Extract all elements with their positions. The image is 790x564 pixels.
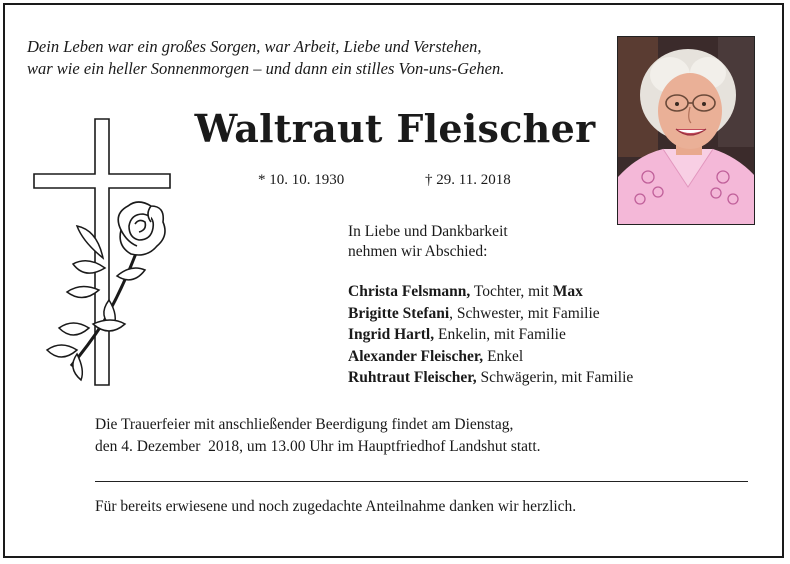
list-item <box>348 303 633 325</box>
mourner-name: Ingrid Hartl, <box>348 326 435 343</box>
mourner-relation: Schwägerin, mit Familie <box>476 369 634 386</box>
verse-line-1: Dein Leben war ein großes Sorgen, war Arbeit, Liebe und Verstehen, <box>27 37 482 56</box>
mourner-name: Alexander Fleischer, <box>348 347 484 365</box>
divider <box>95 481 748 482</box>
cross-with-rose-icon <box>33 118 173 392</box>
mourner-name: Ruhtraut Fleischer, <box>348 369 477 386</box>
death-date: † 29. 11. 2018 <box>425 172 511 188</box>
list-item <box>348 367 633 389</box>
verse-line-2: war wie ein heller Sonnenmorgen – und dann ein stilles Von-uns-Gehen. <box>27 59 505 78</box>
list-item <box>348 324 633 346</box>
mourner-relation: Tochter, mit <box>470 283 553 300</box>
farewell-text <box>348 222 508 262</box>
mourner-relation: Enkel <box>483 347 524 365</box>
funeral-line-1: Die Trauerfeier mit anschließender Beerdigung findet am Dienstag, <box>95 416 514 433</box>
deceased-name: Waltraut Fleischer <box>194 106 596 151</box>
memorial-verse <box>27 36 607 80</box>
mourner-name: Christa Felsmann, <box>348 283 471 300</box>
list-item <box>348 346 633 368</box>
funeral-line-2: den 4. Dezember 2018, um 13.00 Uhr im Hauptfriedhof Landshut statt. <box>95 438 541 455</box>
mourner-name: Brigitte Stefani <box>348 304 450 322</box>
mourner-relation: Enkelin, mit Familie <box>434 326 566 343</box>
mourner-relation: , Schwester, mit Familie <box>449 304 600 322</box>
mourners-list <box>348 281 633 389</box>
thanks-text: Für bereits erwiesene und noch zugedachte Anteilnahme danken wir herzlich. <box>95 498 577 515</box>
funeral-announcement <box>95 414 541 458</box>
birth-date: * 10. 10. 1930 <box>258 172 345 188</box>
mourner-extra: Max <box>552 283 583 300</box>
farewell-line-2: nehmen wir Abschied: <box>348 243 488 260</box>
farewell-line-1: In Liebe und Dankbarkeit <box>348 223 508 240</box>
list-item <box>348 281 633 303</box>
